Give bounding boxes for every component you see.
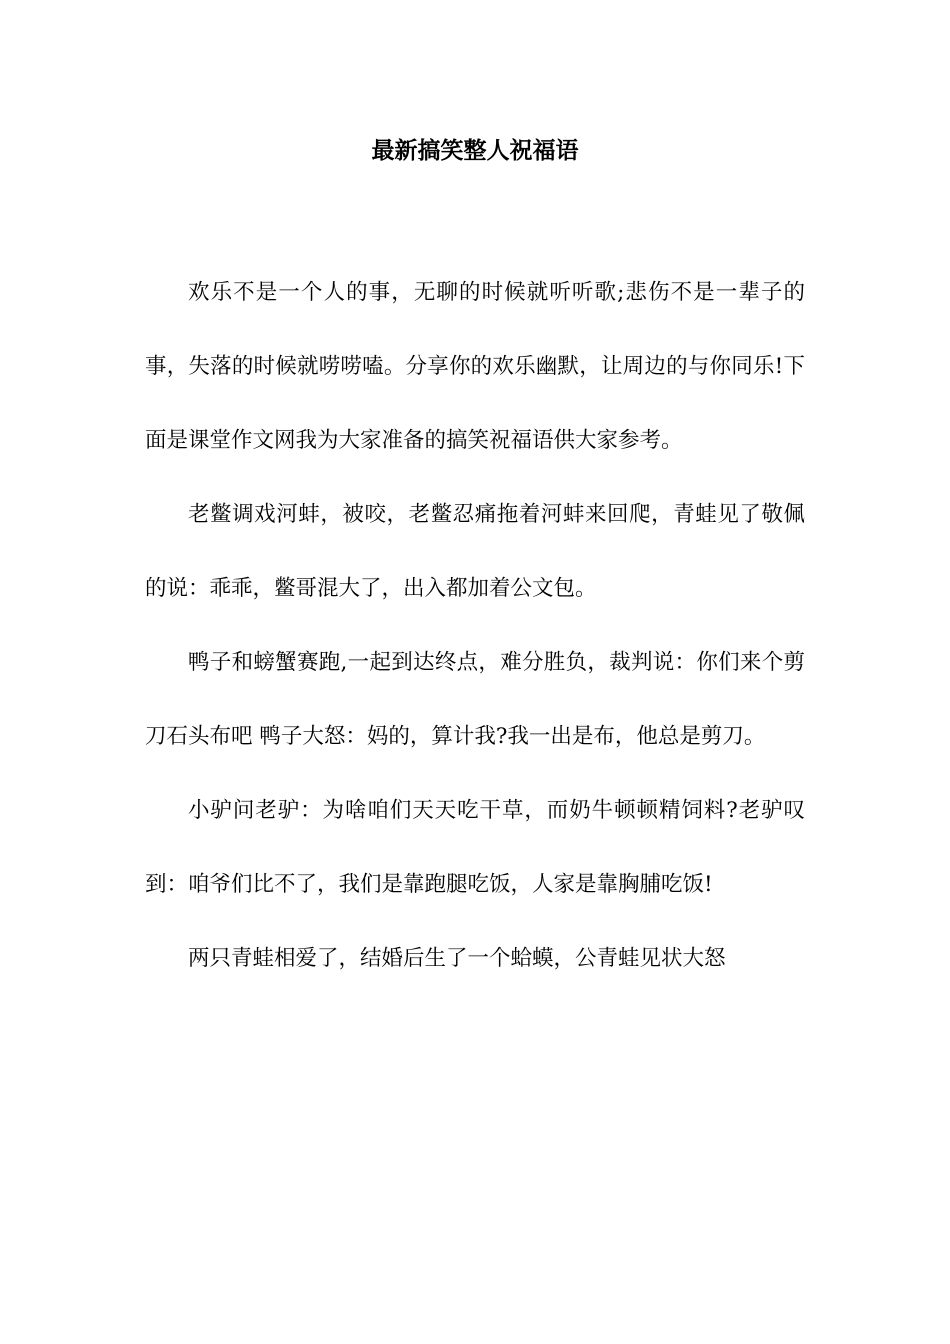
paragraph-intro: 欢乐不是一个人的事，无聊的时候就听听歌;悲伤不是一辈子的事，失落的时候就唠唠嗑。分享你的欢乐幽默，让周边的与你同乐!下面是课堂作文网我为大家准备的搞笑祝福语供大家参考。 <box>145 280 805 453</box>
paragraph-frog-joke: 两只青蛙相爱了，结婚后生了一个蛤蟆，公青蛙见状大怒 <box>188 946 726 971</box>
document-body <box>145 256 805 996</box>
paragraph-turtle-joke: 老鳖调戏河蚌，被咬，老鳖忍痛拖着河蚌来回爬，青蛙见了敬佩的说：乖乖，鳖哥混大了，出入都加着公文包。 <box>145 502 805 601</box>
document-title: 最新搞笑整人祝福语 <box>371 137 579 164</box>
paragraph-donkey-joke: 小驴问老驴：为啥咱们天天吃干草，而奶牛顿顿精饲料?老驴叹到：咱爷们比不了，我们是靠跑腿吃饭，人家是靠胸脯吃饭! <box>145 798 805 897</box>
paragraph-duck-crab-joke: 鸭子和螃蟹赛跑,一起到达终点，难分胜负，裁判说：你们来个剪刀石头布吧 鸭子大怒：妈的，算计我?我一出是布，他总是剪刀。 <box>145 650 805 749</box>
